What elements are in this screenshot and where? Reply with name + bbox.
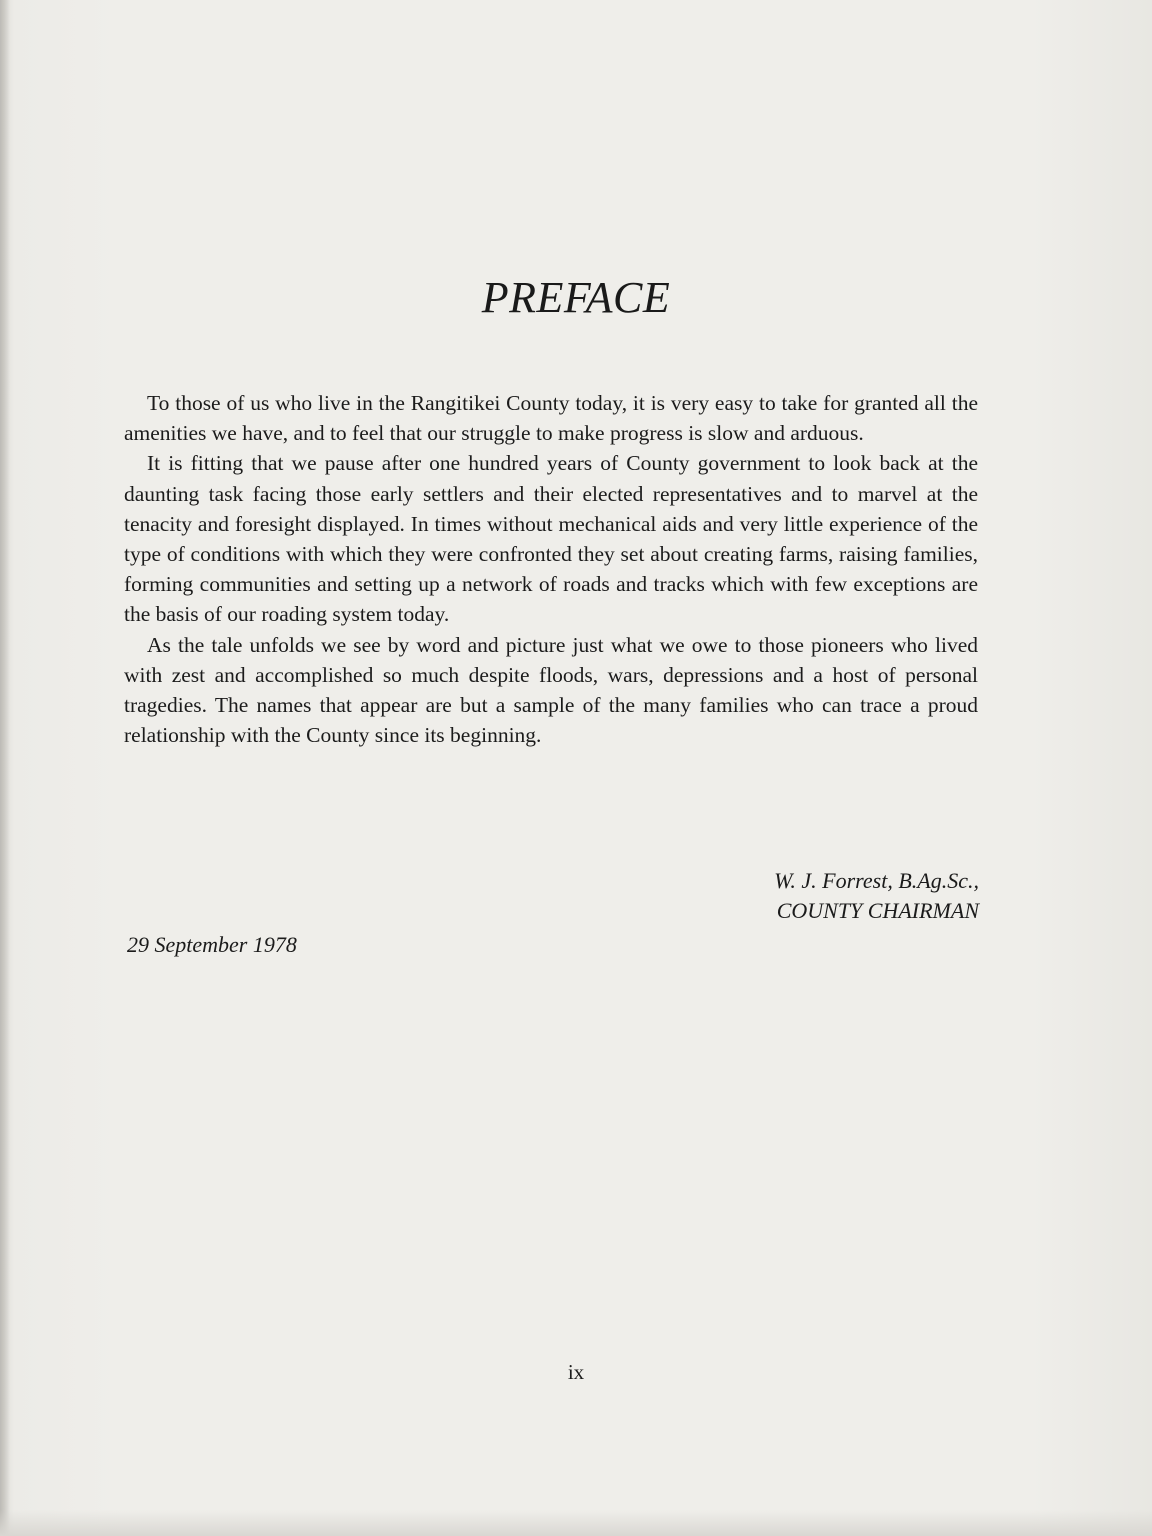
page-number: ix: [567, 1360, 585, 1384]
page-bottom-edge: [0, 1510, 1152, 1536]
preface-body: [124, 388, 978, 750]
signature-title: COUNTY CHAIRMAN: [776, 898, 979, 923]
date-line: 29 September 1978: [127, 932, 297, 957]
paragraph-3: As the tale unfolds we see by word and picture just what we owe to those pioneers who lived with zest and accomplished so much despite floods, wars, depressions and a host of personal tragedies. The names that appear are but a sample of the many families who can trace a proud relationship with the County since its beginning.: [124, 632, 978, 748]
paragraph-1: To those of us who live in the Rangitikei County today, it is very easy to take for granted all the amenities we have, and to feel that our struggle to make progress is slow and arduous.: [124, 391, 978, 446]
spine-shadow: [0, 0, 10, 1536]
signature-name: W. J. Forrest, B.Ag.Sc.,: [774, 868, 979, 893]
paragraph-2: It is fitting that we pause after one hundred years of County government to look back at the daunting task facing those early settlers and their elected representatives and to marvel at the tenacity and foresight displayed. In times without mechanical aids and very little experience of the type of conditions with which they were confronted they set about creating farms, raising families, forming communities and setting up a network of roads and tracks which with few exceptions are the basis of our roading system today.: [124, 451, 978, 627]
page-title: PREFACE: [481, 273, 671, 322]
signature-block: [774, 866, 979, 926]
